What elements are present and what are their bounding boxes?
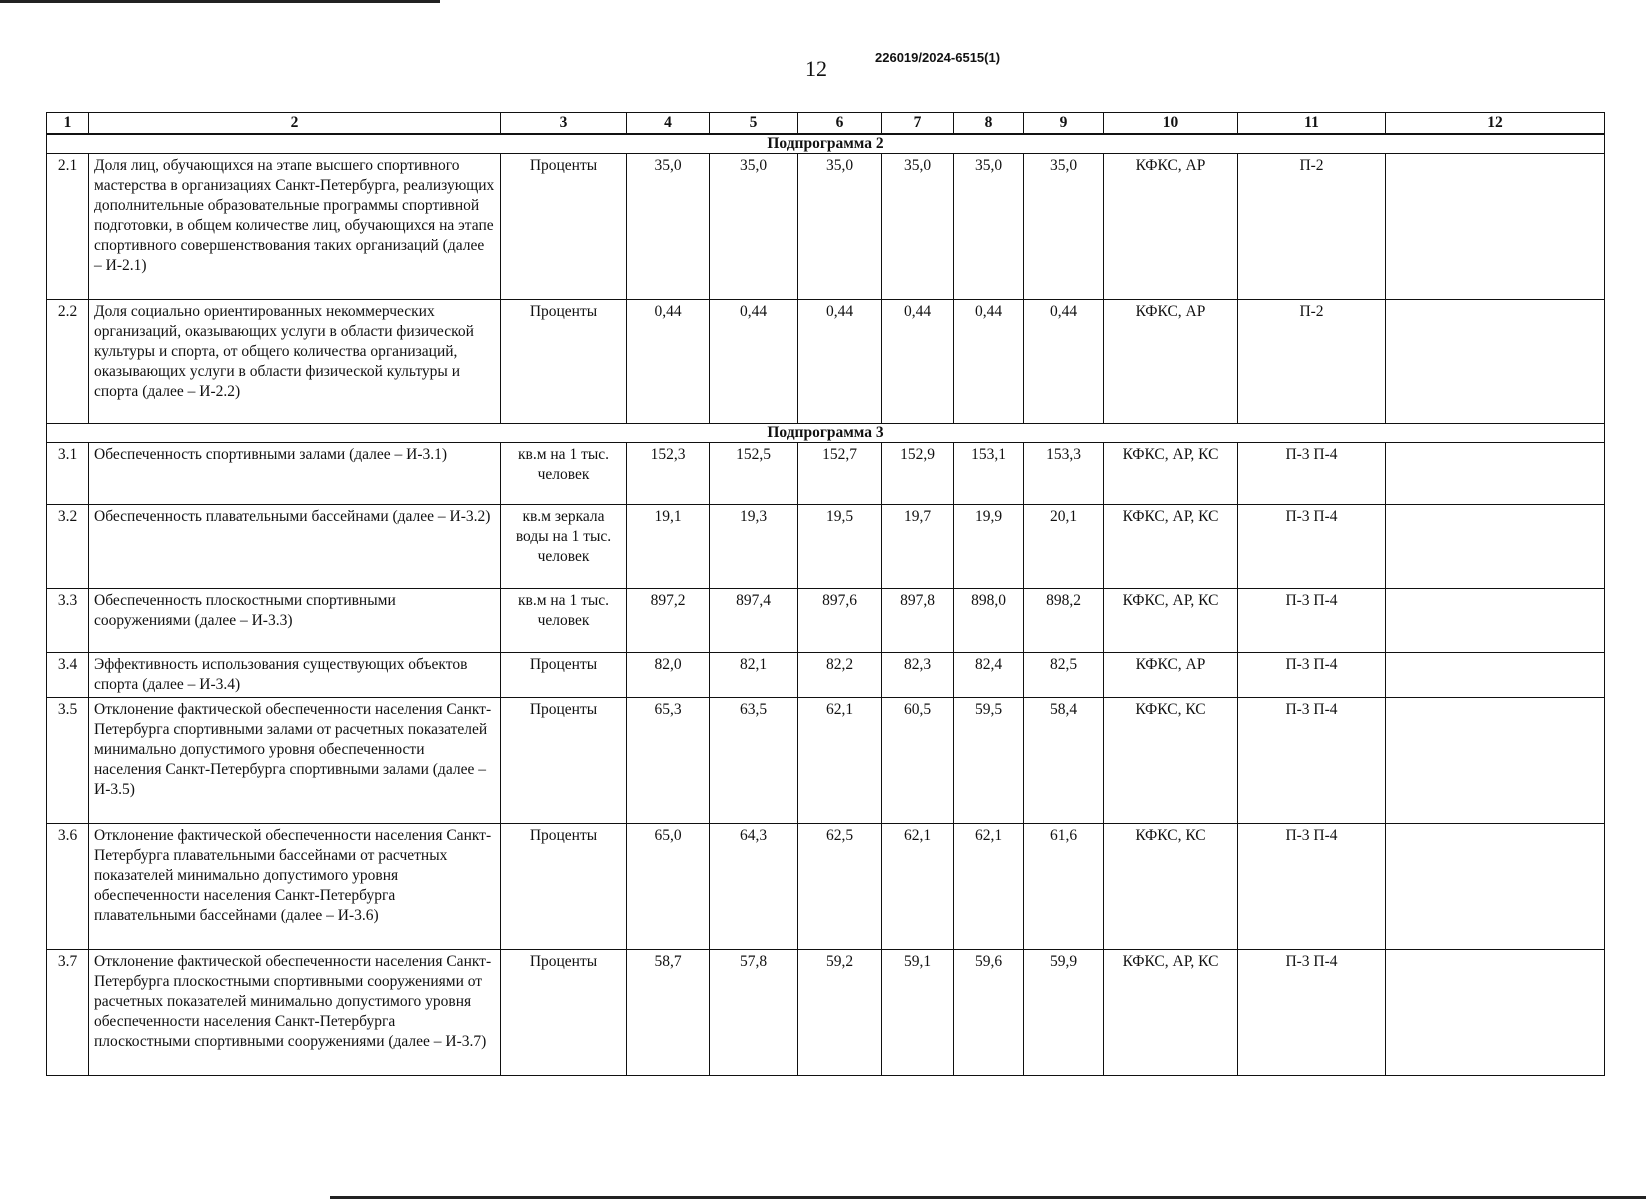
indicator-name: Обеспеченность плавательными бассейнами (далее – И-3.2) xyxy=(89,505,501,589)
responsible-cell: КФКС, АР xyxy=(1104,300,1238,424)
note-cell xyxy=(1386,824,1605,950)
column-header-9: 9 xyxy=(1024,113,1104,135)
responsible-cell: КФКС, АР, КС xyxy=(1104,505,1238,589)
value-col-7: 82,3 xyxy=(882,653,954,698)
value-col-7: 35,0 xyxy=(882,154,954,300)
table-row xyxy=(47,589,1605,653)
row-number: 3.3 xyxy=(47,589,89,653)
indicator-name: Обеспеченность плоскостными спортивными сооружениями (далее – И-3.3) xyxy=(89,589,501,653)
section-row-subprogram-2 xyxy=(47,134,1605,154)
value-col-4: 58,7 xyxy=(627,950,710,1076)
row-number: 3.5 xyxy=(47,698,89,824)
note-cell xyxy=(1386,300,1605,424)
value-col-7: 152,9 xyxy=(882,443,954,505)
value-col-8: 19,9 xyxy=(954,505,1024,589)
value-col-6: 82,2 xyxy=(798,653,882,698)
value-col-8: 59,6 xyxy=(954,950,1024,1076)
value-col-8: 62,1 xyxy=(954,824,1024,950)
unit-cell: Проценты xyxy=(501,824,627,950)
value-col-6: 62,5 xyxy=(798,824,882,950)
value-col-5: 35,0 xyxy=(710,154,798,300)
value-col-6: 0,44 xyxy=(798,300,882,424)
value-col-8: 0,44 xyxy=(954,300,1024,424)
table-row xyxy=(47,300,1605,424)
table-row xyxy=(47,950,1605,1076)
subprogram-ref-cell: П-3 П-4 xyxy=(1238,653,1386,698)
value-col-9: 153,3 xyxy=(1024,443,1104,505)
column-header-3: 3 xyxy=(501,113,627,135)
value-col-5: 19,3 xyxy=(710,505,798,589)
value-col-6: 35,0 xyxy=(798,154,882,300)
value-col-4: 152,3 xyxy=(627,443,710,505)
subprogram-ref-cell: П-3 П-4 xyxy=(1238,950,1386,1076)
value-col-5: 82,1 xyxy=(710,653,798,698)
indicator-name: Эффективность использования существующих объектов спорта (далее – И-3.4) xyxy=(89,653,501,698)
value-col-9: 35,0 xyxy=(1024,154,1104,300)
indicator-name: Доля лиц, обучающихся на этапе высшего спортивного мастерства в организациях Санкт-Петербурга, реализующих дополнительные образовательные программы спортивной подготовки, в общем количестве лиц, обучающихся на этапе спортивного совершенствования таких организаций (далее – И-2.1) xyxy=(89,154,501,300)
value-col-4: 0,44 xyxy=(627,300,710,424)
value-col-6: 59,2 xyxy=(798,950,882,1076)
value-col-4: 897,2 xyxy=(627,589,710,653)
value-col-4: 35,0 xyxy=(627,154,710,300)
value-col-6: 62,1 xyxy=(798,698,882,824)
value-col-5: 0,44 xyxy=(710,300,798,424)
value-col-8: 153,1 xyxy=(954,443,1024,505)
responsible-cell: КФКС, АР, КС xyxy=(1104,950,1238,1076)
row-number: 3.7 xyxy=(47,950,89,1076)
value-col-9: 61,6 xyxy=(1024,824,1104,950)
unit-cell: кв.м на 1 тыс. человек xyxy=(501,443,627,505)
column-header-5: 5 xyxy=(710,113,798,135)
value-col-5: 64,3 xyxy=(710,824,798,950)
column-header-7: 7 xyxy=(882,113,954,135)
subprogram-ref-cell: П-3 П-4 xyxy=(1238,443,1386,505)
value-col-5: 63,5 xyxy=(710,698,798,824)
note-cell xyxy=(1386,505,1605,589)
unit-cell: Проценты xyxy=(501,154,627,300)
value-col-9: 58,4 xyxy=(1024,698,1104,824)
section-row-subprogram-3 xyxy=(47,424,1605,443)
note-cell xyxy=(1386,950,1605,1076)
responsible-cell: КФКС, КС xyxy=(1104,698,1238,824)
value-col-9: 59,9 xyxy=(1024,950,1104,1076)
value-col-5: 152,5 xyxy=(710,443,798,505)
column-header-2: 2 xyxy=(89,113,501,135)
indicator-name: Обеспеченность спортивными залами (далее – И-3.1) xyxy=(89,443,501,505)
unit-cell: Проценты xyxy=(501,300,627,424)
value-col-4: 65,3 xyxy=(627,698,710,824)
section-title: Подпрограмма 2 xyxy=(47,134,1605,154)
responsible-cell: КФКС, АР, КС xyxy=(1104,443,1238,505)
subprogram-ref-cell: П-2 xyxy=(1238,154,1386,300)
row-number: 3.6 xyxy=(47,824,89,950)
row-number: 3.4 xyxy=(47,653,89,698)
unit-cell: кв.м на 1 тыс. человек xyxy=(501,589,627,653)
subprogram-ref-cell: П-2 xyxy=(1238,300,1386,424)
value-col-6: 897,6 xyxy=(798,589,882,653)
note-cell xyxy=(1386,698,1605,824)
value-col-6: 152,7 xyxy=(798,443,882,505)
note-cell xyxy=(1386,653,1605,698)
column-number-row xyxy=(47,113,1605,135)
subprogram-ref-cell: П-3 П-4 xyxy=(1238,824,1386,950)
note-cell xyxy=(1386,154,1605,300)
column-header-8: 8 xyxy=(954,113,1024,135)
table-row xyxy=(47,443,1605,505)
table-row xyxy=(47,698,1605,824)
value-col-4: 65,0 xyxy=(627,824,710,950)
value-col-7: 59,1 xyxy=(882,950,954,1076)
subprogram-ref-cell: П-3 П-4 xyxy=(1238,505,1386,589)
section-title: Подпрограмма 3 xyxy=(47,424,1605,443)
column-header-6: 6 xyxy=(798,113,882,135)
unit-cell: кв.м зеркала воды на 1 тыс. человек xyxy=(501,505,627,589)
value-col-7: 0,44 xyxy=(882,300,954,424)
value-col-7: 19,7 xyxy=(882,505,954,589)
value-col-5: 897,4 xyxy=(710,589,798,653)
indicator-name: Отклонение фактической обеспеченности населения Санкт-Петербурга спортивными залами от расчетных показателей минимально допустимого уровня обеспеченности населения Санкт-Петербурга спортивными залами (далее – И-3.5) xyxy=(89,698,501,824)
value-col-8: 59,5 xyxy=(954,698,1024,824)
scan-edge-line-bottom xyxy=(330,1196,1646,1199)
table-row xyxy=(47,824,1605,950)
column-header-1: 1 xyxy=(47,113,89,135)
value-col-9: 898,2 xyxy=(1024,589,1104,653)
page-number: 12 xyxy=(805,56,827,81)
column-header-4: 4 xyxy=(627,113,710,135)
value-col-7: 62,1 xyxy=(882,824,954,950)
value-col-7: 897,8 xyxy=(882,589,954,653)
responsible-cell: КФКС, АР, КС xyxy=(1104,589,1238,653)
responsible-cell: КФКС, КС xyxy=(1104,824,1238,950)
value-col-8: 898,0 xyxy=(954,589,1024,653)
table-row xyxy=(47,154,1605,300)
note-cell xyxy=(1386,443,1605,505)
column-header-11: 11 xyxy=(1238,113,1386,135)
subprogram-ref-cell: П-3 П-4 xyxy=(1238,589,1386,653)
row-number: 2.2 xyxy=(47,300,89,424)
row-number: 3.2 xyxy=(47,505,89,589)
responsible-cell: КФКС, АР xyxy=(1104,653,1238,698)
value-col-6: 19,5 xyxy=(798,505,882,589)
value-col-4: 82,0 xyxy=(627,653,710,698)
unit-cell: Проценты xyxy=(501,950,627,1076)
value-col-8: 35,0 xyxy=(954,154,1024,300)
unit-cell: Проценты xyxy=(501,698,627,824)
value-col-8: 82,4 xyxy=(954,653,1024,698)
value-col-9: 0,44 xyxy=(1024,300,1104,424)
value-col-7: 60,5 xyxy=(882,698,954,824)
table-row xyxy=(47,505,1605,589)
indicator-name: Отклонение фактической обеспеченности населения Санкт-Петербурга плавательными бассейнами от расчетных показателей минимально допустимого уровня обеспеченности населения Санкт-Петербурга плавательными бассейнами (далее – И-3.6) xyxy=(89,824,501,950)
value-col-5: 57,8 xyxy=(710,950,798,1076)
column-header-12: 12 xyxy=(1386,113,1605,135)
table-row xyxy=(47,653,1605,698)
document-id: 226019/2024-6515(1) xyxy=(875,50,1001,65)
note-cell xyxy=(1386,589,1605,653)
value-col-4: 19,1 xyxy=(627,505,710,589)
indicator-name: Отклонение фактической обеспеченности населения Санкт-Петербурга плоскостными спортивными сооружениями от расчетных показателей минимально допустимого уровня обеспеченности населения Санкт-Петербурга плоскостными спортивными сооружениями (далее – И-3.7) xyxy=(89,950,501,1076)
scan-edge-line-top xyxy=(0,0,440,3)
subprogram-ref-cell: П-3 П-4 xyxy=(1238,698,1386,824)
row-number: 3.1 xyxy=(47,443,89,505)
indicators-table xyxy=(46,112,1605,1076)
value-col-9: 20,1 xyxy=(1024,505,1104,589)
column-header-10: 10 xyxy=(1104,113,1238,135)
row-number: 2.1 xyxy=(47,154,89,300)
unit-cell: Проценты xyxy=(501,653,627,698)
value-col-9: 82,5 xyxy=(1024,653,1104,698)
indicator-name: Доля социально ориентированных некоммерческих организаций, оказывающих услуги в области физической культуры и спорта, от общего количества организаций, оказывающих услуги в области физической культуры и спорта (далее – И-2.2) xyxy=(89,300,501,424)
responsible-cell: КФКС, АР xyxy=(1104,154,1238,300)
indicators-table-container xyxy=(46,112,1604,1076)
